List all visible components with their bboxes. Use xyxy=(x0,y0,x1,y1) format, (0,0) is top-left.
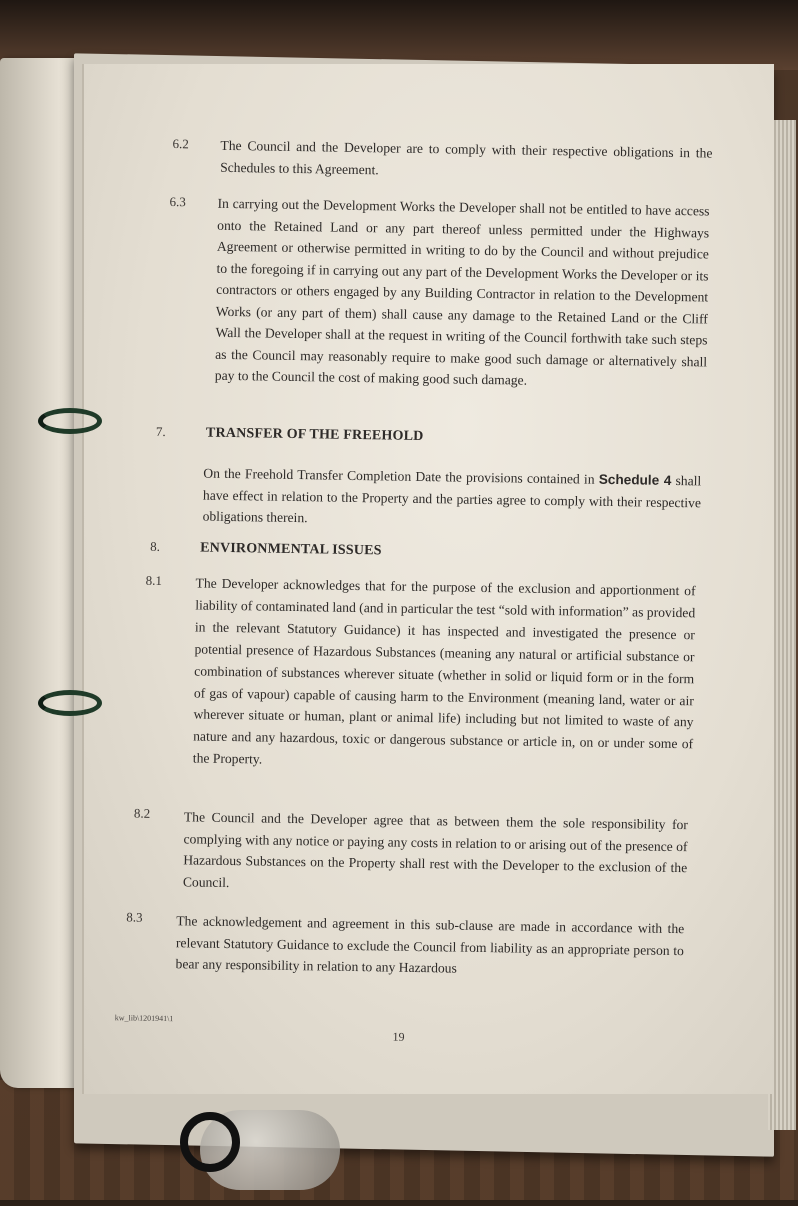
clause-number: 8.2 xyxy=(133,805,151,821)
page-number: 19 xyxy=(392,1029,405,1044)
clause-number: 8.3 xyxy=(126,909,143,925)
clause-6-3-text: In carrying out the Development Works the Developer shall not be entitled to have access onto the Retained Land or any part thereof unless permitted under the Highways Agreement or otherwise permitted in writing to do by the Council and without prejudice to the foregoing if in carrying out any part of the Development Works the Developer or its contractors or others engaged by any Building Contractor in relation to the Development Works (or any part of them) shall cause any damage to the Retained Land or the Cliff Wall the Developer shall at the request in writing of the Council forthwith take such steps as the Council may reasonably require to make good such damage or alternatively shall pay to the Council the cost of making good such damage. xyxy=(214,195,710,388)
schedule-reference: Schedule 4 xyxy=(598,471,672,488)
clause-8-2-text: The Council and the Developer agree that as between them the sole responsibility for complying with any notice or paying any costs in relation to or arising out of the presence of Hazardous Substances on the Property shall rest with the Developer to the exclusion of the Council. xyxy=(182,809,688,890)
clause-8-1-text: The Developer acknowledges that for the purpose of the exclusion and apportionment of liability of contaminated land (and in particular the test “sold with information” as provided in the relevant Statutory Guidance) it has inspected and investigated the presence or potential presence of Hazardous Substances (meaning any natural or artificial substance or combination of substances wherever situate (whether in solid or liquid form or in the form of gas of vapour) capable of causing harm to the Environment (meaning land, water or air wherever situate or human, plant or animal life) including but not limited to waste of any nature and any hazardous, toxic or dangerous substance or article in, on or under some of the Property. xyxy=(192,575,696,767)
clause-number: 8.1 xyxy=(145,572,163,588)
section-number: 7. xyxy=(155,423,166,439)
clause-number: 6.2 xyxy=(172,136,189,152)
clause-8-3-text: The acknowledgement and agreement in this sub-clause are made in accordance with the relevant Statutory Guidance to exclude the Council from liability as an appropriate person to bear any responsibility in relation to any Hazardous xyxy=(175,913,685,976)
section-7-text-start: On the Freehold Transfer Completion Date the provisions contained in xyxy=(203,465,599,487)
section-heading: TRANSFER OF THE FREEHOLD xyxy=(205,425,424,445)
clause-number: 6.3 xyxy=(169,194,186,210)
section-heading: ENVIRONMENTAL ISSUES xyxy=(200,540,382,559)
document-reference: kw_lib\1201941\1 xyxy=(114,1013,174,1024)
section-7-text-end: shall have effect in relation to the Property and the parties agree to comply with their respective obligations therein. xyxy=(202,472,702,526)
clause-6-2-text: The Council and the Developer are to comply with their respective obligations in the Schedules to this Agreement. xyxy=(220,137,713,177)
section-7-text xyxy=(202,463,701,535)
section-number: 8. xyxy=(150,538,161,554)
